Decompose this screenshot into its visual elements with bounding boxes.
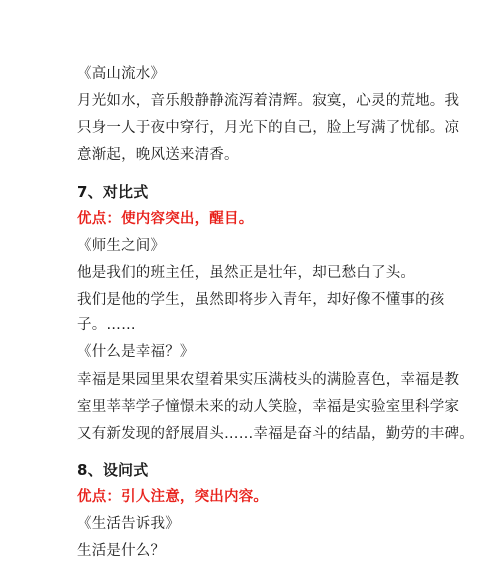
advantage-note: 优点：引人注意，突出内容。 xyxy=(77,489,269,505)
section-heading: 8、设问式 xyxy=(77,461,149,479)
paragraph-line: 月光如水，音乐般静静流泻着清辉。寂寞，心灵的荒地。我 xyxy=(77,93,460,109)
example-title: 《生活告诉我》 xyxy=(77,516,180,532)
paragraph-line: 生活是什么？ xyxy=(77,543,166,559)
paragraph-line: 他是我们的班主任，虽然正是壮年，却已愁白了头。 xyxy=(77,265,416,281)
paragraph-line: 室里莘莘学子憧憬未来的动人笑脸，幸福是实验室里科学家 xyxy=(77,399,460,415)
section-heading: 7、对比式 xyxy=(77,183,149,201)
advantage-note: 优点：使内容突出，醒目。 xyxy=(77,211,254,227)
paragraph-line: 幸福是果园里果农望着果实压满枝头的满脸喜色，幸福是教 xyxy=(77,372,460,388)
paragraph-line: 只身一人于夜中穿行，月光下的自己，脸上写满了忧郁。凉 xyxy=(77,120,460,136)
paragraph-line: 子。…… xyxy=(77,317,136,333)
paragraph-line: 又有新发现的舒展眉头……幸福是奋斗的结晶，勤劳的丰碑。 xyxy=(77,426,474,442)
paragraph-line: 我们是他的学生，虽然即将步入青年，却好像不懂事的孩 xyxy=(77,292,445,308)
paragraph-line: 意渐起，晚风送来清香。 xyxy=(77,147,239,163)
example-title: 《高山流水》 xyxy=(77,66,166,82)
example-title: 《什么是幸福？》 xyxy=(77,344,195,360)
example-title: 《师生之间》 xyxy=(77,238,166,254)
